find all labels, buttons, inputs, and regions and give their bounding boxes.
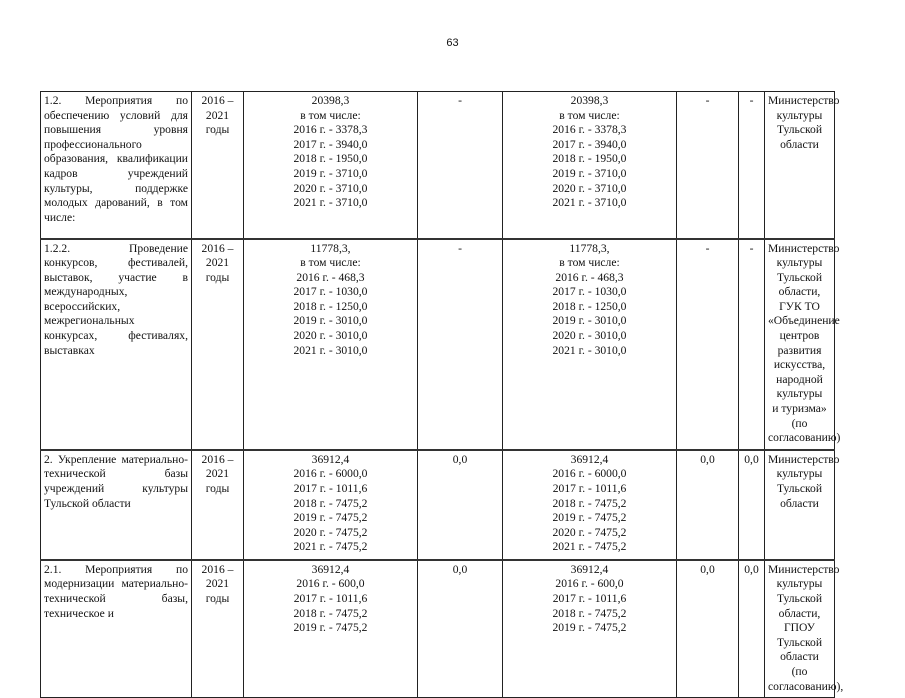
cell-line: 0,0 <box>452 562 468 576</box>
cell-line: 11778,3, <box>310 241 351 255</box>
cell-line: - <box>749 94 754 107</box>
activity-name-cell: 2. Укрепление материально-технической базы учреждений культуры Тульской области <box>41 450 192 560</box>
cell-line: 2019 г. - 3010,0 <box>552 314 627 328</box>
table-row <box>41 560 835 698</box>
cell-line: 2021 г. - 7475,2 <box>552 540 627 554</box>
cell-line: 2016 г. - 468,3 <box>555 270 624 284</box>
cell-line: 2020 г. - 3710,0 <box>552 181 627 195</box>
regional-budget-cell <box>503 92 677 239</box>
cell-line: 2017 г. - 3940,0 <box>552 137 627 151</box>
cell-line: годы <box>205 592 230 605</box>
cell-line: 2016 – <box>201 452 234 466</box>
cell-line: Тульской области <box>776 635 823 664</box>
cell-line: 0,0 <box>744 452 759 466</box>
cell-line: (по согласованию), <box>768 664 844 693</box>
cell-line: в том числе: <box>300 108 361 122</box>
executor-cell <box>765 450 840 560</box>
cell-line: области, ГУК ТО <box>778 285 821 313</box>
period-cell <box>192 239 244 450</box>
federal-budget-cell <box>418 450 503 560</box>
local-budget-cell <box>677 92 739 239</box>
cell-line: 2016 г. - 6000,0 <box>552 467 627 481</box>
cell-line: 2019 г. - 7475,2 <box>552 511 627 525</box>
cell-line: 2017 г. - 1011,6 <box>552 482 627 495</box>
cell-line: годы <box>205 482 230 495</box>
cell-line: 2018 г. - 7475,2 <box>293 496 368 510</box>
regional-budget-cell <box>503 560 677 698</box>
cell-line: 2021 <box>205 108 230 122</box>
cell-line: народной культуры <box>776 372 823 401</box>
local-budget-cell <box>677 450 739 560</box>
cell-line: - <box>458 241 462 255</box>
executor-cell <box>765 239 841 450</box>
table-row <box>41 239 835 450</box>
cell-line: 0,0 <box>744 562 759 576</box>
cell-line: 36912,4 <box>311 562 350 576</box>
cell-line: 2021 г. - 3010,0 <box>293 343 368 357</box>
cell-line: культуры Тульской <box>776 467 823 495</box>
cell-line: 2018 г. - 1250,0 <box>552 299 627 313</box>
cell-line: культуры Тульской <box>776 577 823 605</box>
cell-line: - <box>458 94 462 107</box>
local-budget-cell <box>677 239 739 450</box>
cell-line: 2016 – <box>201 94 234 107</box>
cell-line: 2018 г. - 7475,2 <box>552 606 627 620</box>
cell-line: Министерство <box>768 452 840 466</box>
cell-line: - <box>705 94 710 107</box>
cell-line: 36912,4 <box>311 452 350 466</box>
executor-cell <box>765 92 840 239</box>
cell-line: области <box>780 496 819 510</box>
cell-line: 2018 г. - 1950,0 <box>552 152 627 166</box>
cell-line: 2020 г. - 7475,2 <box>293 525 368 539</box>
cell-line: 36912,4 <box>570 452 609 466</box>
extrabudget-cell <box>739 239 765 450</box>
cell-line: в том числе: <box>559 256 620 270</box>
cell-line: 2017 г. - 1011,6 <box>293 592 368 605</box>
cell-line: 2020 г. - 3710,0 <box>293 181 368 195</box>
cell-line: 2021 <box>205 467 230 481</box>
cell-line: согласованию) <box>768 431 841 445</box>
period-cell <box>192 92 244 239</box>
regional-budget-cell <box>503 239 677 450</box>
cell-line: годы <box>205 123 230 137</box>
cell-line: 2020 г. - 3010,0 <box>293 329 368 343</box>
cell-line: 2018 г. - 7475,2 <box>552 496 627 510</box>
cell-line: 36912,4 <box>570 562 609 576</box>
cell-line: области, ГПОУ <box>778 606 821 635</box>
cell-line: в том числе: <box>300 256 361 270</box>
total-funding-cell <box>244 560 418 698</box>
cell-line: годы <box>205 270 230 284</box>
activity-name-cell: 1.2.2. Проведение конкурсов, фестивалей, выставок, участие в международных, всероссийских, межрегиональных конкурсах, фестивалях, выставках <box>41 239 192 450</box>
period-cell <box>192 560 244 698</box>
cell-line: центров развития <box>777 329 822 357</box>
cell-line: 20398,3 <box>311 94 350 107</box>
cell-line: 2021 г. - 7475,2 <box>293 540 368 554</box>
cell-line: 2021 г. - 3010,0 <box>552 343 627 357</box>
cell-line: 2017 г. - 3940,0 <box>293 137 368 151</box>
cell-line: 2016 г. - 6000,0 <box>293 467 368 481</box>
table-row <box>41 92 835 239</box>
cell-line: искусства, <box>773 358 826 372</box>
cell-line: 20398,3 <box>570 94 609 107</box>
cell-line: Министерство <box>768 241 840 255</box>
program-table <box>40 91 844 698</box>
cell-line: 2021 <box>205 577 230 591</box>
cell-line: 2016 – <box>201 562 234 576</box>
regional-budget-cell <box>503 450 677 560</box>
cell-line: 2016 г. - 600,0 <box>296 577 365 591</box>
cell-line: 2017 г. - 1030,0 <box>552 285 627 299</box>
cell-line: в том числе: <box>559 108 620 122</box>
activity-name-cell: 2.1. Мероприятия по модернизации материально-технической базы, техническое и <box>41 560 192 698</box>
cell-line: 2018 г. - 1250,0 <box>293 299 368 313</box>
cell-line: 0,0 <box>700 562 715 576</box>
executor-cell <box>765 560 844 698</box>
cell-line: 2017 г. - 1030,0 <box>293 285 368 299</box>
cell-line: 2021 <box>205 256 230 270</box>
cell-line: 2019 г. - 7475,2 <box>293 621 368 635</box>
federal-budget-cell <box>418 92 503 239</box>
cell-line: 2018 г. - 7475,2 <box>293 606 368 620</box>
cell-line: 2018 г. - 1950,0 <box>293 152 368 166</box>
cell-line: 2019 г. - 7475,2 <box>293 511 368 525</box>
activity-name-cell: 1.2. Мероприятия по обеспечению условий для повышения уровня профессионального образования, квалификации кадров учреждений культуры, поддержке молодых дарований, в том числе: <box>41 92 192 239</box>
cell-line: 2021 г. - 3710,0 <box>552 196 627 210</box>
federal-budget-cell <box>418 560 503 698</box>
table-row <box>41 450 835 560</box>
extrabudget-cell <box>739 450 765 560</box>
cell-line: культуры Тульской <box>776 256 823 284</box>
total-funding-cell <box>244 92 418 239</box>
cell-line: 2016 г. - 600,0 <box>555 577 624 591</box>
cell-line: Министерство <box>768 94 840 107</box>
cell-line: 0,0 <box>700 452 715 466</box>
cell-line: 2016 г. - 3378,3 <box>293 123 368 137</box>
cell-line: 2016 – <box>201 241 234 255</box>
page-number: 63 <box>446 37 459 49</box>
cell-line: 2019 г. - 3710,0 <box>293 166 368 180</box>
extrabudget-cell <box>739 92 765 239</box>
cell-line: 2016 г. - 3378,3 <box>552 123 627 137</box>
local-budget-cell <box>677 560 739 698</box>
total-funding-cell <box>244 239 418 450</box>
cell-line: Министерство <box>768 562 840 576</box>
cell-line: 2019 г. - 3010,0 <box>293 314 368 328</box>
extrabudget-cell <box>739 560 765 698</box>
period-cell <box>192 450 244 560</box>
total-funding-cell <box>244 450 418 560</box>
cell-line: 0,0 <box>452 452 468 466</box>
cell-line: 2017 г. - 1011,6 <box>552 592 627 605</box>
cell-line: 2016 г. - 468,3 <box>296 270 365 284</box>
cell-line: 2021 г. - 3710,0 <box>293 196 368 210</box>
cell-line: 2020 г. - 3010,0 <box>552 329 627 343</box>
cell-line: 2020 г. - 7475,2 <box>552 525 627 539</box>
cell-line: культуры Тульской <box>776 108 823 137</box>
cell-line: - <box>705 241 710 255</box>
cell-line: 2019 г. - 3710,0 <box>552 166 627 180</box>
federal-budget-cell <box>418 239 503 450</box>
cell-line: 11778,3, <box>569 241 610 255</box>
cell-line: - <box>749 241 754 255</box>
cell-line: области <box>780 137 819 151</box>
cell-line: «Объединение <box>768 314 840 328</box>
cell-line: и туризма» (по <box>772 402 827 430</box>
cell-line: 2019 г. - 7475,2 <box>552 621 627 635</box>
cell-line: 2017 г. - 1011,6 <box>293 482 368 495</box>
